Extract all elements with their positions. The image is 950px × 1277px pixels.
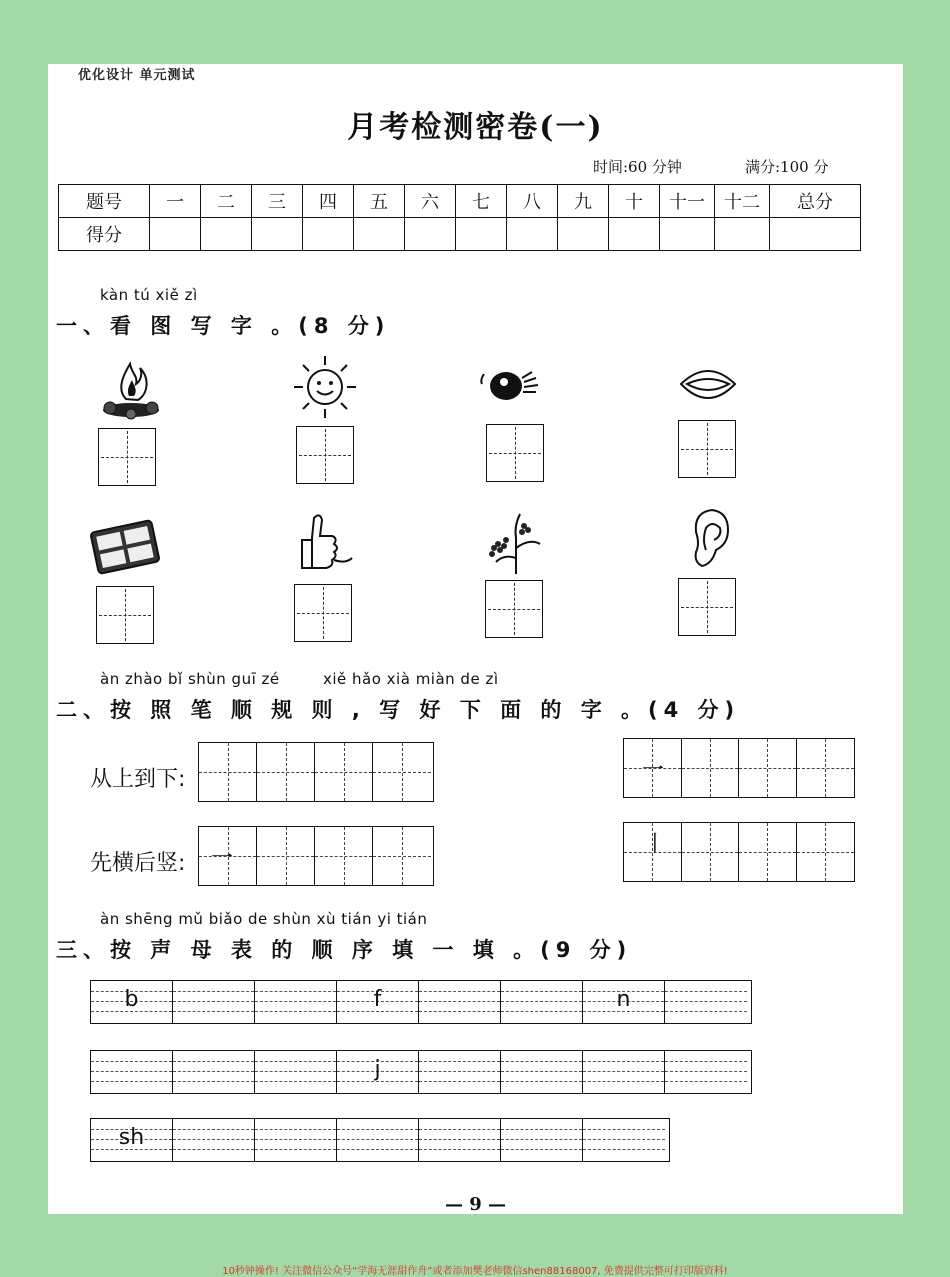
score-cell[interactable]: [770, 218, 861, 251]
rule-top-to-bottom: 从上到下:: [90, 767, 186, 792]
score-cell[interactable]: [456, 218, 507, 251]
pinyin-cell[interactable]: [501, 981, 583, 1023]
stroke-glyph: 丨: [644, 832, 667, 857]
stroke-cell[interactable]: [257, 743, 315, 801]
stroke-cell[interactable]: [797, 823, 855, 881]
stroke-cell[interactable]: [797, 739, 855, 797]
stroke-glyph: 一: [642, 758, 665, 783]
pinyin-cell[interactable]: [173, 1051, 255, 1093]
pinyin-cell[interactable]: [255, 1051, 337, 1093]
stroke-grid-row[interactable]: [623, 822, 855, 882]
pinyin-cell[interactable]: [583, 1119, 665, 1161]
row-label-number: 题号: [59, 185, 150, 218]
score-cell[interactable]: [354, 218, 405, 251]
stroke-glyph: 一: [211, 846, 234, 871]
pinyin-cell[interactable]: [255, 1119, 337, 1161]
pinyin-value: j: [374, 1057, 381, 1082]
writing-grid[interactable]: [678, 578, 736, 636]
col-3: 三: [252, 185, 303, 218]
header-mark: 优化设计 单元测试: [78, 68, 196, 83]
col-5: 五: [354, 185, 405, 218]
col-11: 十一: [660, 185, 715, 218]
score-table-score-row: [59, 218, 861, 251]
col-4: 四: [303, 185, 354, 218]
pinyin-cell[interactable]: [173, 981, 255, 1023]
pinyin-fill-row-1[interactable]: [90, 980, 752, 1024]
col-total: 总分: [770, 185, 861, 218]
stroke-cell[interactable]: [624, 739, 682, 797]
writing-grid[interactable]: [678, 420, 736, 478]
stroke-grid-row[interactable]: [623, 738, 855, 798]
mouth-icon: [673, 352, 743, 422]
col-9: 九: [558, 185, 609, 218]
score-cell[interactable]: [303, 218, 354, 251]
col-2: 二: [201, 185, 252, 218]
pinyin-cell[interactable]: [255, 981, 337, 1023]
pinyin-value: n: [616, 987, 631, 1012]
section3-pinyin: àn shēng mǔ biǎo de shùn xù tián yi tián: [100, 910, 428, 928]
pinyin-cell[interactable]: [665, 1051, 747, 1093]
grain-icon: [480, 508, 550, 578]
pinyin-cell[interactable]: [173, 1119, 255, 1161]
pinyin-cell[interactable]: [419, 1119, 501, 1161]
writing-grid[interactable]: [296, 426, 354, 484]
sun-icon: [290, 352, 360, 422]
pinyin-cell[interactable]: [583, 981, 665, 1023]
pinyin-cell[interactable]: [501, 1119, 583, 1161]
pinyin-cell[interactable]: [419, 981, 501, 1023]
pinyin-cell[interactable]: [337, 1051, 419, 1093]
pinyin-value: sh: [118, 1125, 145, 1150]
pinyin-cell[interactable]: [337, 1119, 419, 1161]
stroke-grid-row[interactable]: [198, 826, 434, 886]
writing-grid[interactable]: [96, 586, 154, 644]
stroke-cell[interactable]: [199, 827, 257, 885]
rule-horizontal-then-vertical: 先横后竖:: [90, 851, 186, 876]
stroke-cell[interactable]: [682, 823, 740, 881]
stroke-cell[interactable]: [315, 743, 373, 801]
fire-icon: [96, 354, 166, 424]
score-table-header-row: [59, 185, 861, 218]
hand-icon: [288, 508, 358, 578]
writing-grid[interactable]: [485, 580, 543, 638]
col-12: 十二: [715, 185, 770, 218]
pinyin-cell[interactable]: [665, 981, 747, 1023]
writing-grid[interactable]: [486, 424, 544, 482]
stroke-grid-row[interactable]: [198, 742, 434, 802]
pinyin-value: b: [124, 987, 139, 1012]
pinyin-cell[interactable]: [583, 1051, 665, 1093]
pinyin-cell[interactable]: [337, 981, 419, 1023]
pinyin-cell[interactable]: [419, 1051, 501, 1093]
page-title: 月考检测密卷(一): [347, 110, 604, 145]
score-cell[interactable]: [150, 218, 201, 251]
score-cell[interactable]: [252, 218, 303, 251]
col-7: 七: [456, 185, 507, 218]
score-cell[interactable]: [558, 218, 609, 251]
footer-note: 10秒钟操作! 关注微信公众号“学海无涯甜作舟”或者添加樊老师微信shen88168007, 免费提供完整可打印版资料!: [222, 1266, 728, 1277]
section3-heading: 三、按 声 母 表 的 顺 序 填 一 填 。(9 分): [56, 938, 633, 962]
section2-heading: 二、按 照 笔 顺 规 则 , 写 好 下 面 的 字 。(4 分): [56, 698, 741, 722]
score-table: [58, 184, 861, 251]
time-limit: 时间:60 分钟: [593, 158, 682, 176]
stroke-cell[interactable]: [682, 739, 740, 797]
section2-pinyin-left: àn zhào bǐ shùn guī zé: [100, 670, 280, 688]
stroke-cell[interactable]: [624, 823, 682, 881]
field-icon: [90, 512, 160, 582]
full-score: 满分:100 分: [745, 158, 829, 176]
pinyin-cell[interactable]: [501, 1051, 583, 1093]
score-cell[interactable]: [660, 218, 715, 251]
score-cell[interactable]: [507, 218, 558, 251]
col-1: 一: [150, 185, 201, 218]
writing-grid[interactable]: [98, 428, 156, 486]
col-8: 八: [507, 185, 558, 218]
stroke-cell[interactable]: [373, 827, 431, 885]
stroke-cell[interactable]: [739, 739, 797, 797]
row-label-score: 得分: [59, 218, 150, 251]
pinyin-cell[interactable]: [91, 981, 173, 1023]
score-cell[interactable]: [201, 218, 252, 251]
section1-pinyin: kàn tú xiě zì: [100, 286, 198, 304]
section2-pinyin-right: xiě hǎo xià miàn de zì: [323, 670, 499, 688]
stroke-cell[interactable]: [315, 827, 373, 885]
score-cell[interactable]: [405, 218, 456, 251]
pinyin-cell[interactable]: [91, 1119, 173, 1161]
section1-heading: 一、看 图 写 字 。(8 分): [56, 314, 391, 338]
stroke-cell[interactable]: [199, 743, 257, 801]
ear-icon: [676, 504, 746, 574]
stroke-cell[interactable]: [373, 743, 431, 801]
stroke-cell[interactable]: [257, 827, 315, 885]
worksheet-page: [48, 64, 903, 1214]
page-number: — 9 —: [444, 1194, 507, 1215]
score-cell[interactable]: [609, 218, 660, 251]
pinyin-value: f: [373, 987, 382, 1012]
pinyin-fill-row-3[interactable]: [90, 1118, 670, 1162]
pinyin-cell[interactable]: [91, 1051, 173, 1093]
col-6: 六: [405, 185, 456, 218]
writing-grid[interactable]: [294, 584, 352, 642]
stroke-cell[interactable]: [739, 823, 797, 881]
pinyin-fill-row-2[interactable]: [90, 1050, 752, 1094]
col-10: 十: [609, 185, 660, 218]
eye-icon: [478, 352, 548, 422]
score-cell[interactable]: [715, 218, 770, 251]
